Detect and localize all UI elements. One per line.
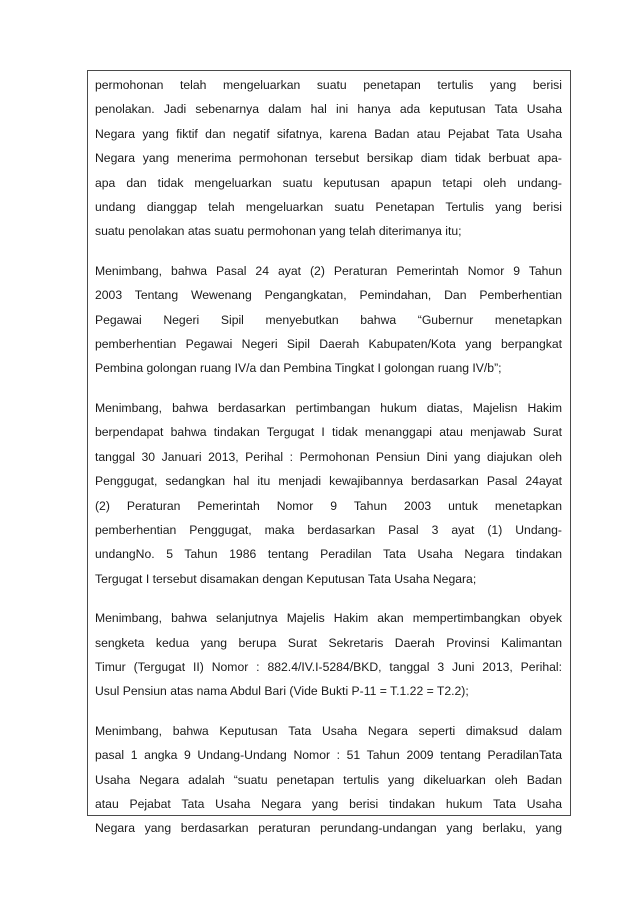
text-line: Menimbang, bahwa Pasal 24 ayat (2) Peraturan Pemerintah Nomor 9 Tahun bbox=[95, 263, 562, 278]
text-line: Negara yang berdasarkan peraturan perundang-undangan yang berlaku, yang bbox=[95, 821, 562, 836]
text-line: permohonan telah mengeluarkan suatu penetapan tertulis yang berisi bbox=[95, 78, 562, 92]
text-line: Negara yang menerima permohonan tersebut bersikap diam tidak berbuat apa- bbox=[95, 151, 562, 166]
text-line: pemberhentian Pegawai Negeri Sipil Daerah Kabupaten/Kota yang berpangkat bbox=[95, 337, 562, 352]
paragraph-continuation bbox=[95, 73, 562, 244]
text-line: Usaha Negara adalah “suatu penetapan tertulis yang dikeluarkan oleh Badan bbox=[95, 772, 562, 787]
text-line: Tergugat I tersebut disamakan dengan Keputusan Tata Usaha Negara; bbox=[95, 571, 477, 586]
text-line: pasal 1 angka 9 Undang-Undang Nomor : 51 Tahun 2009 tentang PeradilanTata bbox=[95, 748, 562, 763]
text-line: undangNo. 5 Tahun 1986 tentang Peradilan Tata Usaha Negara tindakan bbox=[95, 547, 562, 562]
text-line: penolakan. Jadi sebenarnya dalam hal ini hanya ada keputusan Tata Usaha bbox=[95, 102, 562, 117]
text-line: pemberhentian Penggugat, maka berdasarkan Pasal 3 ayat (1) Undang- bbox=[95, 522, 562, 537]
text-line: Usul Pensiun atas nama Abdul Bari (Vide Bukti P-11 = T.1.22 = T2.2); bbox=[95, 684, 469, 699]
text-line: Negara yang fiktif dan negatif sifatnya, karena Badan atau Pejabat Tata Usaha bbox=[95, 126, 562, 141]
document-body bbox=[95, 73, 562, 841]
text-line: 2003 Tentang Wewenang Pengangkatan, Pemindahan, Dan Pemberhentian bbox=[95, 288, 562, 303]
text-line: Menimbang, bahwa selanjutnya Majelis Hakim akan mempertimbangkan obyek bbox=[95, 611, 562, 626]
text-line: (2) Peraturan Pemerintah Nomor 9 Tahun 2003 untuk menetapkan bbox=[95, 498, 562, 513]
paragraph-menimbang-obyek-sengketa bbox=[95, 606, 562, 704]
text-line: Penggugat, sedangkan hal itu menjadi kewajibannya berdasarkan Pasal 24ayat bbox=[95, 474, 562, 489]
text-line: Timur (Tergugat II) Nomor : 882.4/IV.I-5284/BKD, tanggal 3 Juni 2013, Perihal: bbox=[95, 659, 562, 674]
text-line: atau Pejabat Tata Usaha Negara yang berisi tindakan hukum Tata Usaha bbox=[95, 796, 562, 811]
paragraph-menimbang-pasal-24 bbox=[95, 259, 562, 381]
text-line: Menimbang, bahwa Keputusan Tata Usaha Negara seperti dimaksud dalam bbox=[95, 723, 562, 738]
paragraph-menimbang-keputusan-tun bbox=[95, 719, 562, 841]
text-line: sengketa kedua yang berupa Surat Sekretaris Daerah Provinsi Kalimantan bbox=[95, 635, 562, 650]
text-line: Menimbang, bahwa berdasarkan pertimbangan hukum diatas, Majelisn Hakim bbox=[95, 400, 562, 415]
paragraph-menimbang-pertimbangan-hukum bbox=[95, 396, 562, 591]
text-line: apa dan tidak mengeluarkan suatu keputusan apapun tetapi oleh undang- bbox=[95, 175, 562, 190]
text-line: undang dianggap telah mengeluarkan suatu Penetapan Tertulis yang berisi bbox=[95, 200, 562, 215]
text-line: tanggal 30 Januari 2013, Perihal : Permohonan Pensiun Dini yang diajukan oleh bbox=[95, 449, 562, 464]
text-line: berpendapat bahwa tindakan Tergugat I tidak menanggapi atau menjawab Surat bbox=[95, 425, 562, 440]
text-line: Pegawai Negeri Sipil menyebutkan bahwa “Gubernur menetapkan bbox=[95, 312, 562, 327]
text-line: suatu penolakan atas suatu permohonan yang telah diterimanya itu; bbox=[95, 224, 462, 239]
text-line: Pembina golongan ruang IV/a dan Pembina Tingkat I golongan ruang IV/b”; bbox=[95, 361, 502, 376]
